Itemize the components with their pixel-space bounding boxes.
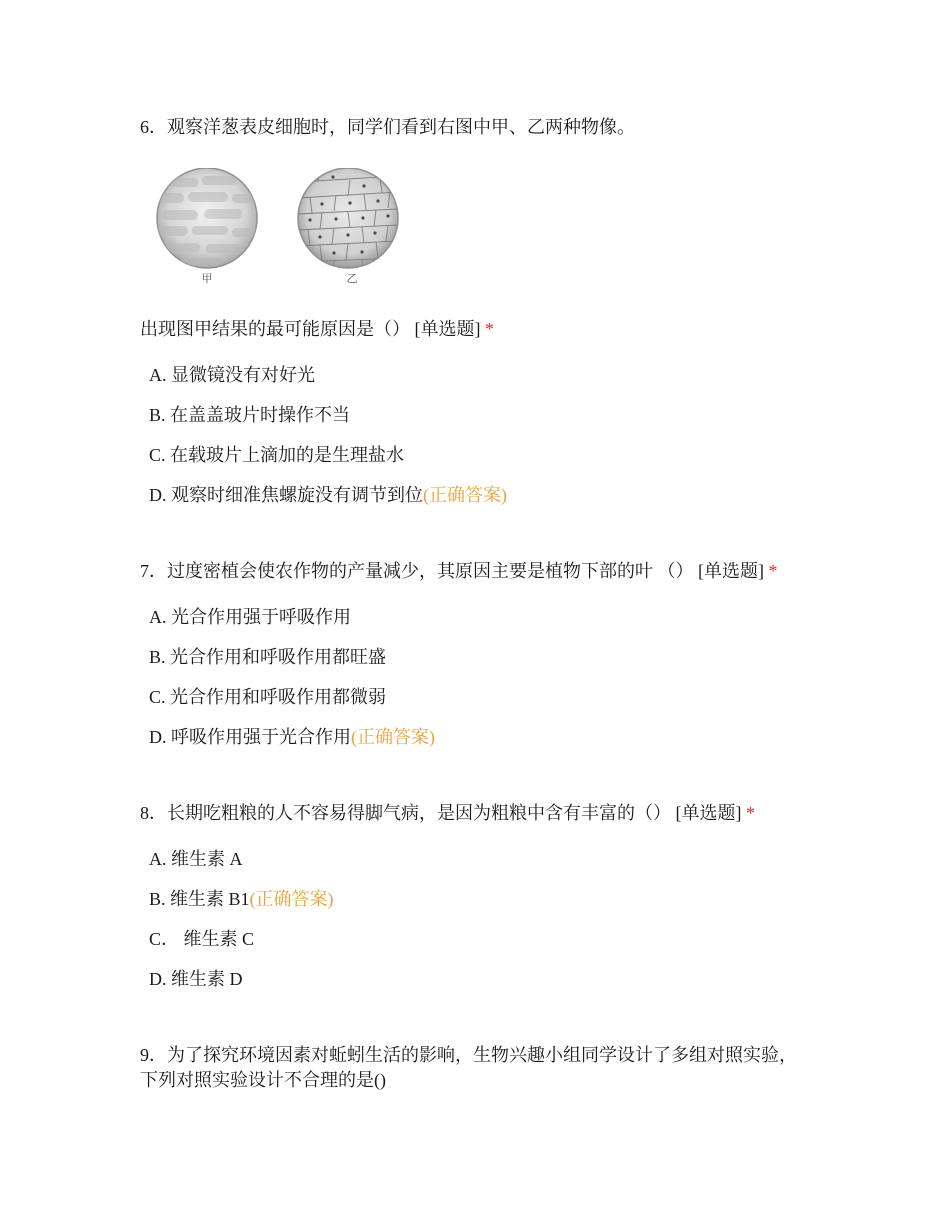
view-b-clear [298,168,398,278]
required-star: * [485,319,494,339]
q8-option-c[interactable] [149,926,254,952]
q8-option-b[interactable] [149,886,334,912]
q7-option-a[interactable] [149,604,351,630]
figure-label-b: 乙 [346,272,358,285]
option-text: D. 维生素 D [149,969,243,989]
q6-option-b[interactable] [149,402,350,428]
question-7-title [140,558,778,584]
question-7-text: 7．过度密植会使农作物的产量减少，其原因主要是植物下部的叶 （） [单选题] [140,561,764,581]
q7-option-c[interactable] [149,684,386,710]
option-text: C. 光合作用和呼吸作用都微弱 [149,687,387,707]
correct-answer-tag: (正确答案) [351,727,435,747]
option-text: A. 维生素 A [149,849,243,869]
q6-option-a[interactable] [149,362,315,388]
correct-answer-tag: (正确答案) [423,485,507,505]
question-8-title [140,800,755,826]
view-a-blurry [154,168,260,268]
question-6-title [140,316,494,342]
option-text: B. 在盖盖玻片时操作不当 [149,405,351,425]
correct-answer-tag: (正确答案) [249,889,334,909]
option-text: D. 呼吸作用强于光合作用 [149,727,351,747]
option-text: B. 维生素 B1 [149,889,250,909]
q7-option-d[interactable] [149,724,435,750]
required-star: * [746,803,755,823]
question-6-text: 出现图甲结果的最可能原因是（） [单选题] [140,319,481,339]
question-9-text: 9．为了探究环境因素对蚯蚓生活的影响，生物兴趣小组同学设计了多组对照实验，下列对照实验设计不合理的是() [140,1045,797,1090]
option-text: A. 显微镜没有对好光 [149,365,315,385]
q6-option-d[interactable] [149,482,507,508]
q6-option-c[interactable] [149,442,404,468]
option-text: C. 在载玻片上滴加的是生理盐水 [149,445,405,465]
figure-label-a: 甲 [201,272,213,285]
option-text: A. 光合作用强于呼吸作用 [149,607,351,627]
q7-option-b[interactable] [149,644,386,670]
question-8-text: 8．长期吃粗粮的人不容易得脚气病，是因为粗粮中含有丰富的（） [单选题] [140,803,742,823]
option-text: B. 光合作用和呼吸作用都旺盛 [149,647,387,667]
option-text: D. 观察时细准焦螺旋没有调节到位 [149,485,423,505]
q8-option-a[interactable] [149,846,243,872]
q8-option-d[interactable] [149,966,243,992]
onion-cell-micrograph [150,168,410,288]
question-6-figure [150,168,410,288]
question-6-intro: 6．观察洋葱表皮细胞时，同学们看到右图中甲、乙两种物像。 [140,117,635,137]
required-star: * [768,561,778,581]
option-text: C． 维生素 C [149,929,255,949]
